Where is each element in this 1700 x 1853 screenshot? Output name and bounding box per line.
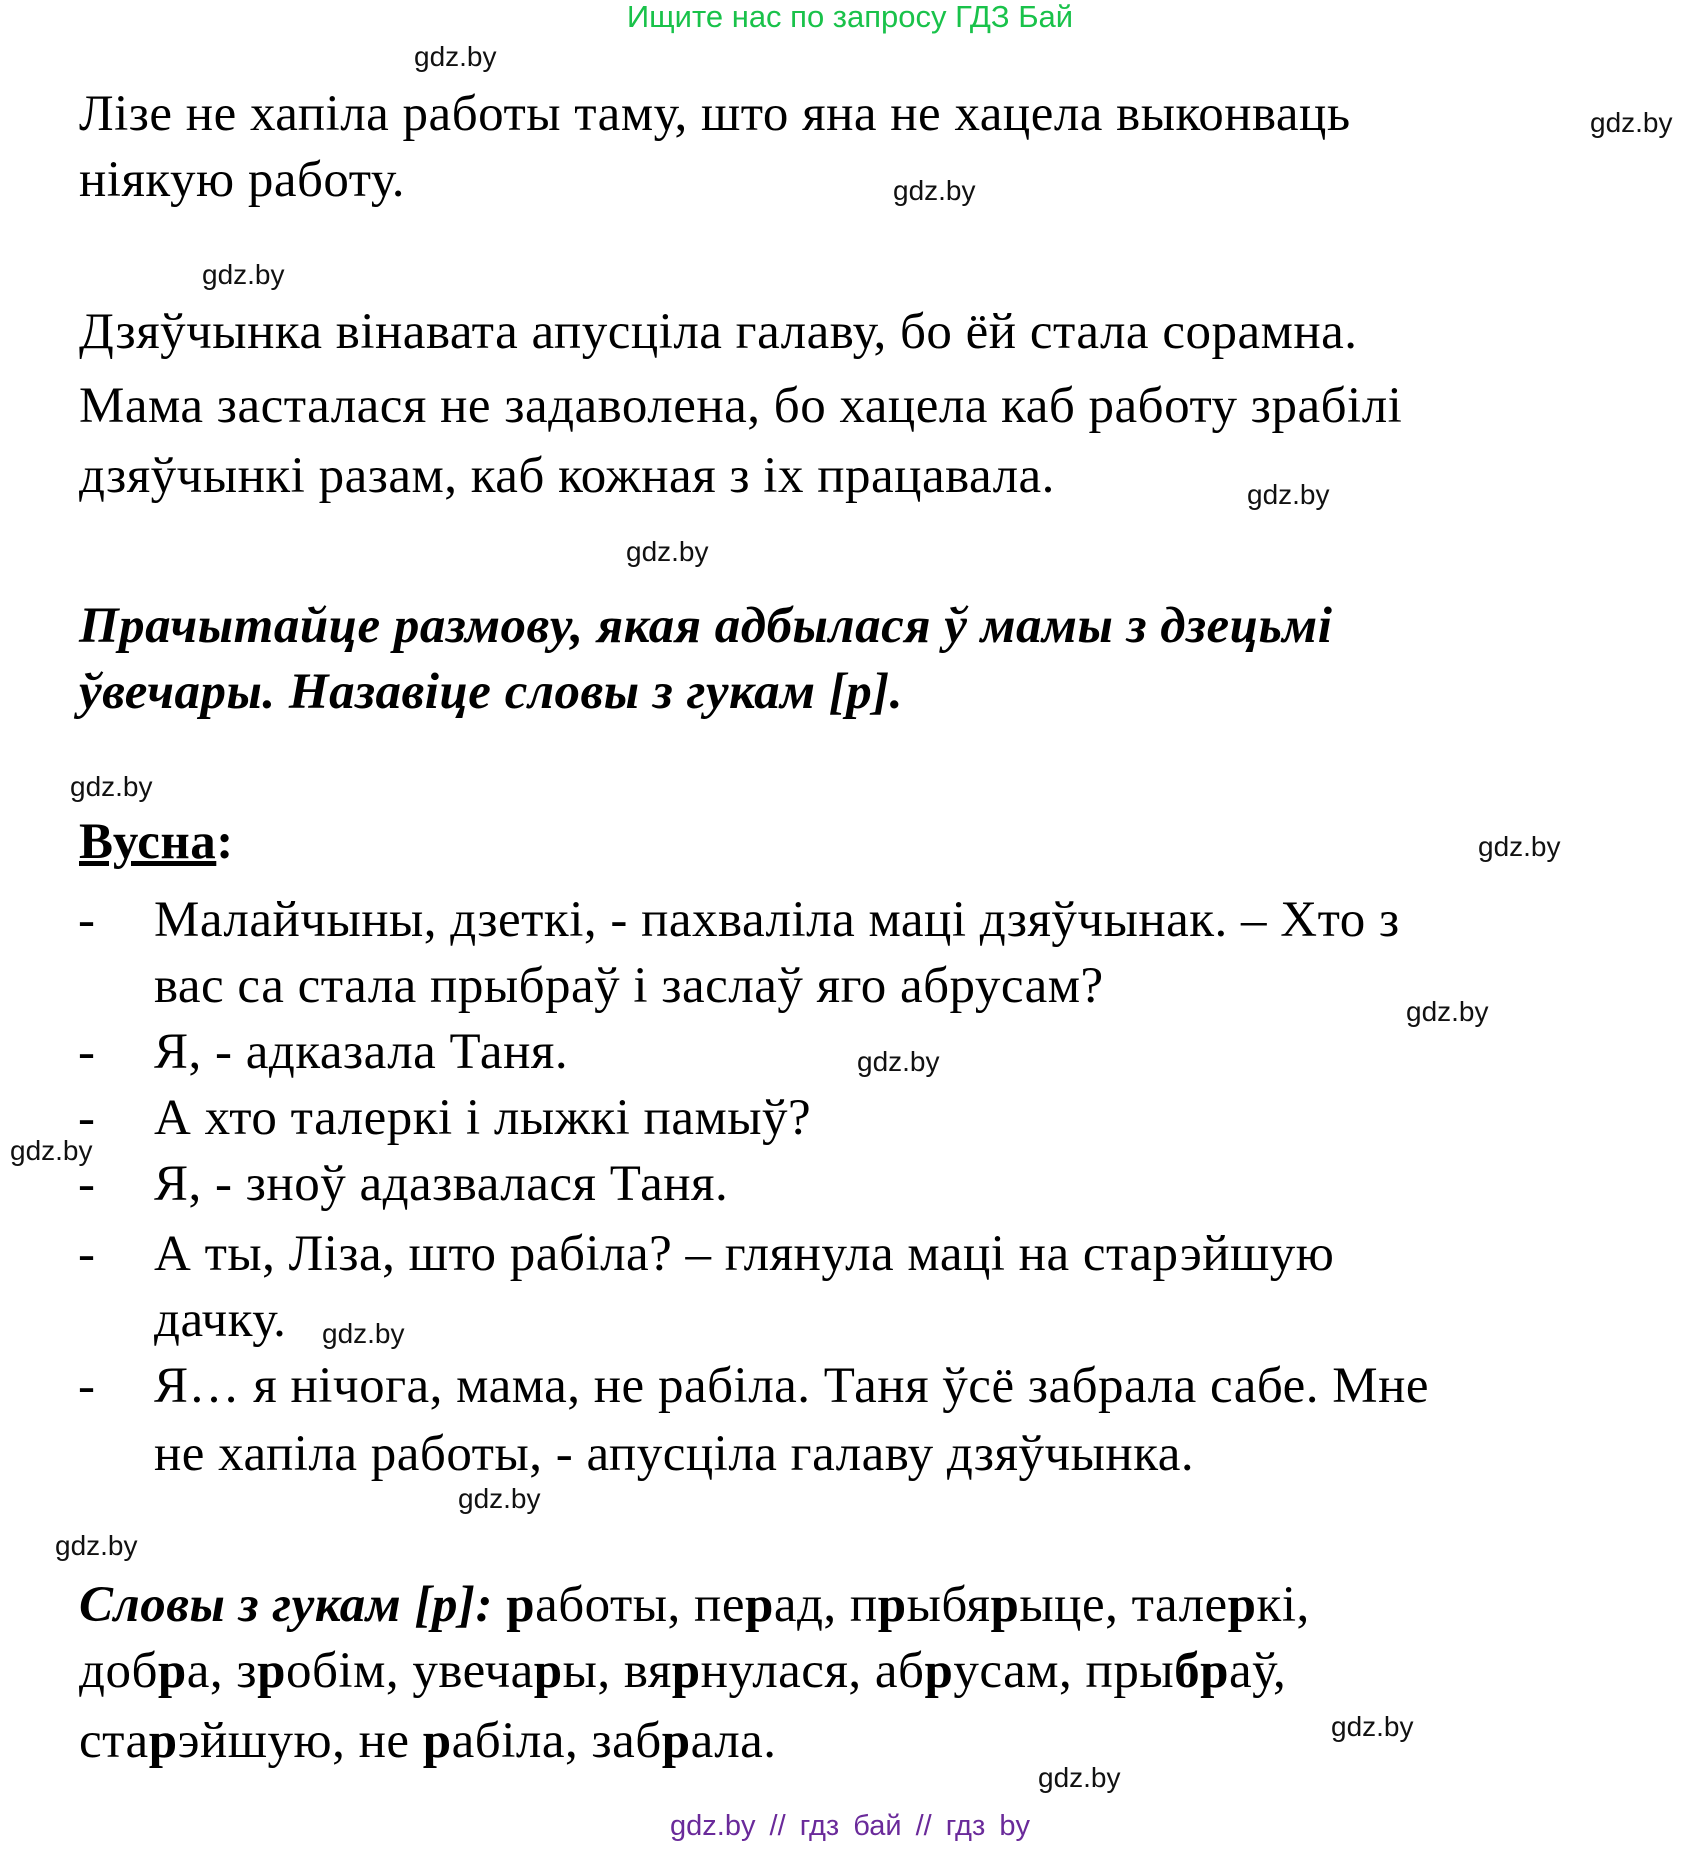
text-run: а, з [186, 1643, 258, 1699]
text-run: нулася, аб [700, 1643, 925, 1699]
answer-label: Словы з гукам [р]: [79, 1577, 493, 1633]
text-run: усам, пры [953, 1643, 1175, 1699]
footer-links[interactable]: gdz.by // гдз бай // гдз by [670, 1810, 1030, 1842]
watermark: gdz.by [414, 41, 497, 72]
watermark: gdz.by [1038, 1762, 1121, 1793]
watermark: gdz.by [857, 1046, 940, 1077]
watermark: gdz.by [55, 1530, 138, 1561]
highlighted-letter: р [1227, 1577, 1257, 1633]
watermark: gdz.by [202, 259, 285, 290]
dialogue-dash: - [78, 892, 95, 948]
highlighted-letter: б [1174, 1643, 1201, 1699]
dialogue-line: А ты, Ліза, што рабіла? – глянула маці на старэйшую [154, 1226, 1335, 1282]
watermark: gdz.by [893, 175, 976, 206]
watermark: gdz.by [626, 536, 709, 567]
highlighted-letter: р [506, 1577, 536, 1633]
task-line: Прачытайце размову, якая адбылася ў мамы з дзецьмі [79, 598, 1333, 654]
dialogue-dash: - [78, 1156, 95, 1212]
highlighted-letter: р [533, 1643, 563, 1699]
dialogue-line: Я… я нічога, мама, не рабіла. Таня ўсё забрала сабе. Мне [154, 1358, 1430, 1414]
dialogue-line: вас са стала прыбраў і заслаў яго абрусам? [154, 958, 1104, 1014]
paragraph-line: Мама засталася не задаволена, бо хацела каб работу зрабілі [79, 378, 1403, 434]
highlighted-letter: р [148, 1713, 178, 1769]
paragraph-line: дзяўчынкі разам, каб кожная з іх працавала. [79, 448, 1055, 504]
watermark: gdz.by [10, 1135, 93, 1166]
dialogue-dash: - [78, 1024, 95, 1080]
text-run: ала. [690, 1713, 777, 1769]
text-run: обім, увеча [285, 1643, 534, 1699]
dialogue-dash: - [78, 1090, 95, 1146]
section-heading [79, 812, 234, 872]
dialogue-line: Малайчыны, дзеткі, - пахваліла маці дзяўчынак. – Хто з [154, 892, 1400, 948]
watermark: gdz.by [1331, 1711, 1414, 1742]
text-run: абіла, заб [451, 1713, 662, 1769]
highlighted-letter: р [744, 1577, 774, 1633]
text-run: кі, [1256, 1577, 1310, 1633]
dialogue-line: А хто талеркі і лыжкі памыў? [154, 1090, 812, 1146]
text-run: ыбя [906, 1577, 991, 1633]
dialogue-line: Я, - адказала Таня. [154, 1024, 569, 1080]
dialogue-line: не хапіла работы, - апусціла галаву дзяўчынка. [154, 1426, 1195, 1482]
watermark: gdz.by [1590, 107, 1673, 138]
highlighted-letter: р [990, 1577, 1020, 1633]
highlighted-letter: р [257, 1643, 286, 1699]
watermark: gdz.by [1478, 831, 1561, 862]
task-line: ўвечары. Назавіце словы з гукам [р]. [79, 664, 904, 720]
highlighted-letter: р [877, 1577, 907, 1633]
text-run [493, 1577, 506, 1633]
dialogue-dash: - [78, 1226, 95, 1282]
watermark: gdz.by [458, 1483, 541, 1514]
highlighted-letter: р [924, 1643, 954, 1699]
text-run: ста [79, 1713, 149, 1769]
paragraph-line: ніякую работу. [79, 152, 405, 208]
watermark: gdz.by [70, 771, 153, 802]
text-run: ыце, тале [1019, 1577, 1228, 1633]
dialogue-line: Я, - зноў адазвалася Таня. [154, 1156, 729, 1212]
text-run: доб [79, 1643, 158, 1699]
highlighted-letter: р [422, 1713, 452, 1769]
oral-heading: Вусна [79, 814, 217, 870]
text-run: ад, п [773, 1577, 878, 1633]
answer-line [79, 1575, 1310, 1635]
answer-words [493, 1577, 1310, 1633]
highlighted-letter: р [1200, 1643, 1229, 1699]
highlighted-letter: р [661, 1713, 691, 1769]
highlighted-letter: р [157, 1643, 187, 1699]
text-run: ы, вя [562, 1643, 672, 1699]
watermark: gdz.by [322, 1318, 405, 1349]
heading-colon: : [216, 814, 234, 870]
text-run: эйшую, не [177, 1713, 423, 1769]
highlighted-letter: р [671, 1643, 701, 1699]
dialogue-dash: - [78, 1358, 95, 1414]
paragraph-line: Лізе не хапіла работы таму, што яна не хацела выконваць [79, 86, 1351, 142]
watermark: gdz.by [1406, 996, 1489, 1027]
text-run: аботы, пе [535, 1577, 745, 1633]
promo-banner[interactable]: Ищите нас по запросу ГДЗ Бай [626, 0, 1074, 34]
paragraph-line: Дзяўчынка вінавата апусціла галаву, бо ёй стала сорамна. [79, 304, 1358, 360]
text-run: аў, [1228, 1643, 1287, 1699]
answer-line [79, 1641, 1286, 1701]
answer-line [79, 1711, 777, 1771]
dialogue-line: дачку. [154, 1292, 287, 1348]
watermark: gdz.by [1247, 479, 1330, 510]
